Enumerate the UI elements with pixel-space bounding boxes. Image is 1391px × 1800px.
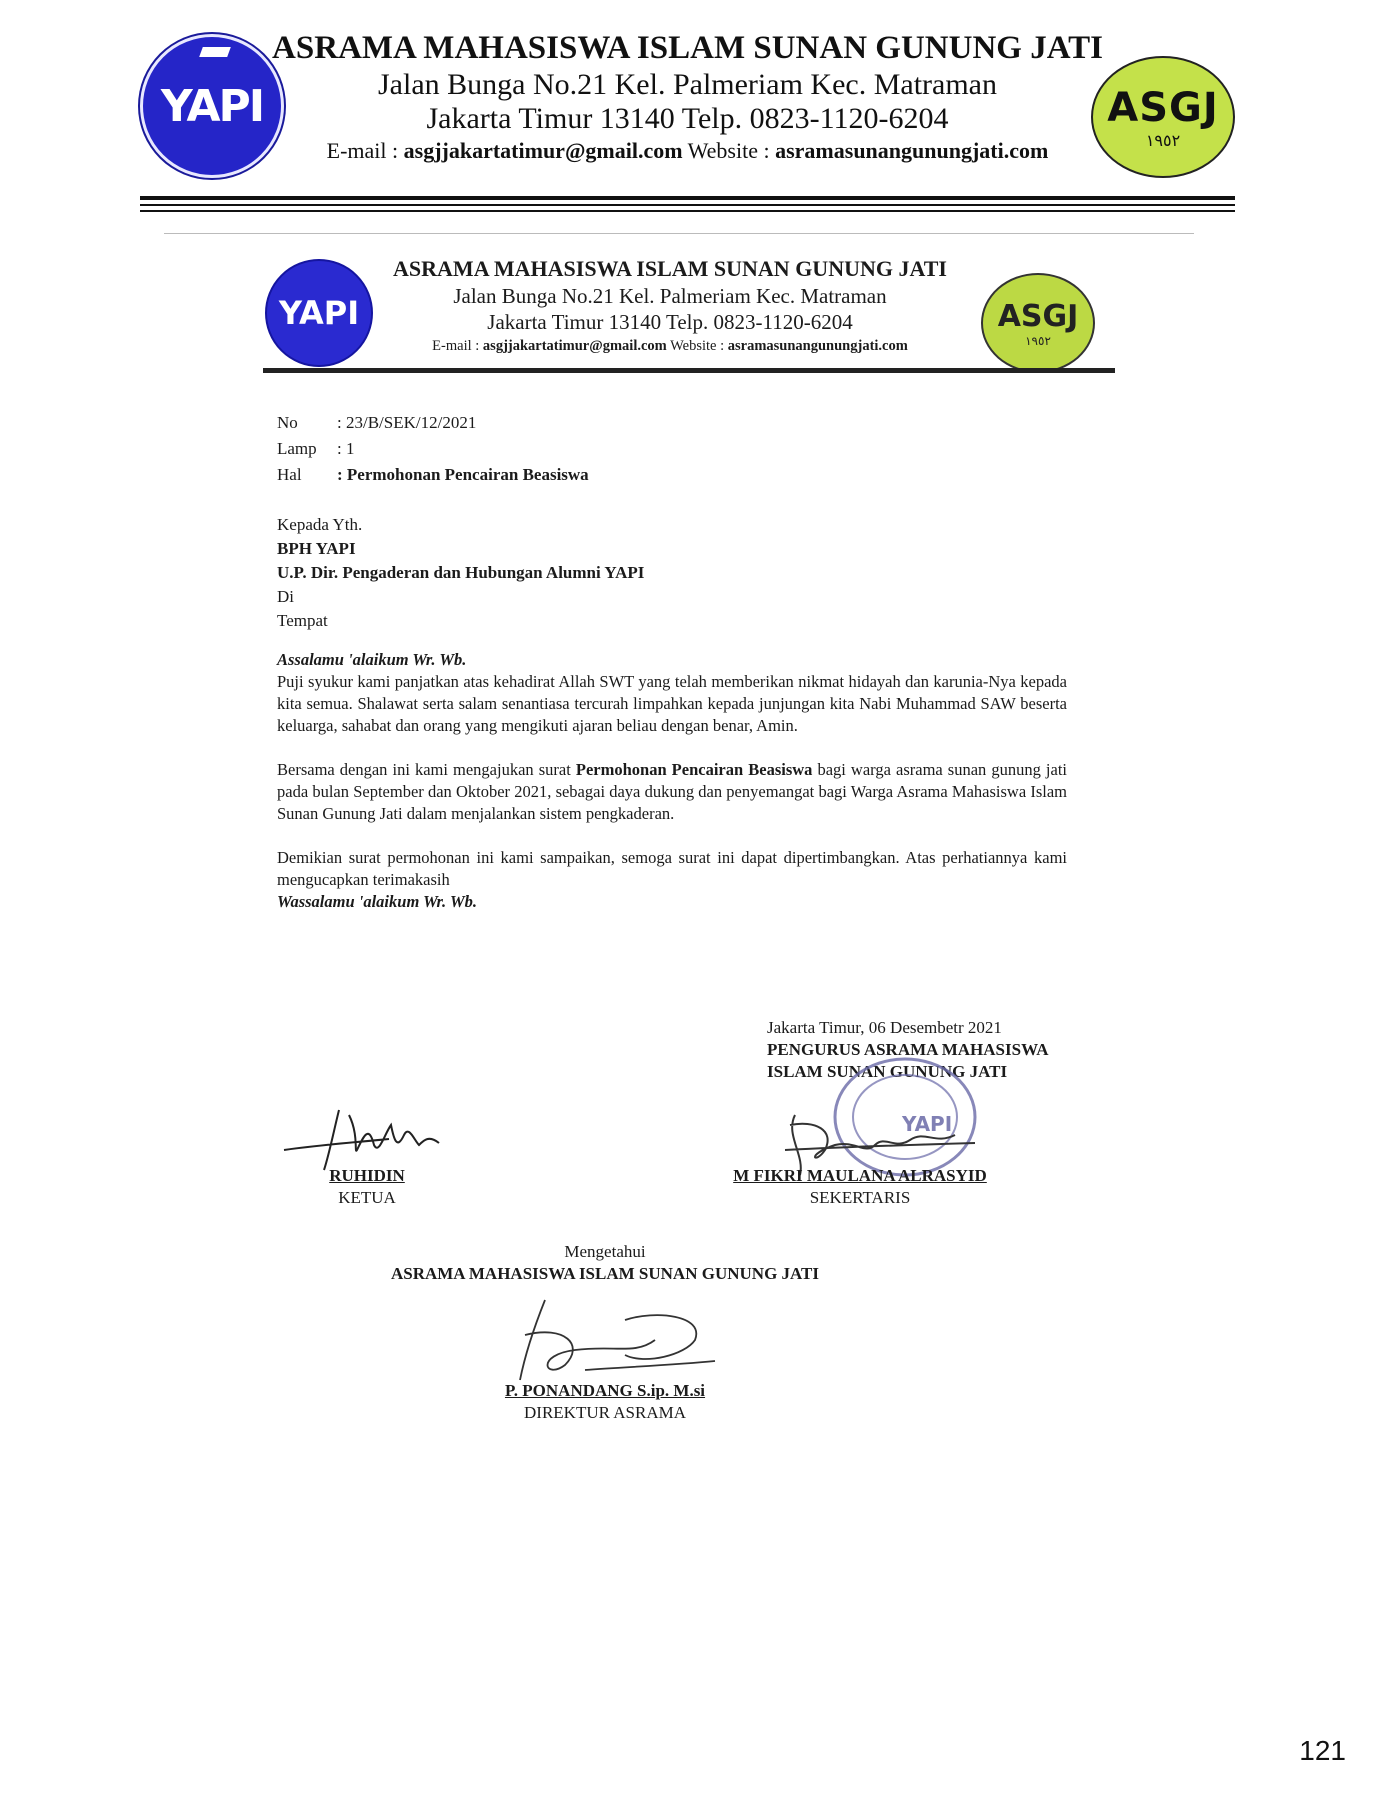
acknowledge-label: Mengetahui [564,1242,646,1261]
signature-ketua [279,1095,519,1175]
org-line-2-text: ISLAM SUNAN GUNUNG JATI [767,1062,1008,1081]
signer-ketua-role: KETUA [338,1188,396,1207]
recipient-block [277,513,644,633]
recipient-attention [277,561,644,585]
recipient-name-text: BPH YAPI [277,539,356,558]
email-address: asgjjakartatimur@gmail.com [482,338,667,354]
meta-hal [277,462,589,488]
paragraph-2-start: Bersama dengan ini kami mengajukan surat [277,760,576,779]
website-label: Website : [666,338,728,354]
email-label: E-mail : [326,138,404,163]
signer-direktur-name [455,1380,755,1402]
letter-header [255,255,1085,385]
email-address: asgjjakartatimur@gmail.com [403,138,683,163]
graduation-cap-icon [199,47,231,57]
acknowledge-org [355,1263,855,1285]
acknowledgement-block [355,1241,855,1285]
scanned-letter [255,255,1135,1485]
signer-sekertaris-name-text: M FIKRI MAULANA ALRASYID [733,1166,987,1185]
website-address: asramasunangunungjati.com [727,338,908,354]
paragraph-1: Puji syukur kami panjatkan atas kehadirat Allah SWT yang telah memberikan nikmat hidayah dan karunia-Nya kepada kita semua. Shalawat serta salam senantiasa tercurah limpahkan kepada junjungan kita Nabi Muhammad SAW beserta keluarga, sahabat dan orang yang mengikuti ajaran beliau dengan benar, Amin. [277,672,1067,735]
letter-meta [277,410,589,488]
acknowledge-org-text: ASRAMA MAHASISWA ISLAM SUNAN GUNUNG JATI [390,1264,820,1283]
meta-no-label: No [277,413,298,432]
signer-ketua [287,1165,447,1209]
letterhead-rule [140,210,1235,212]
yapi-logo [140,34,284,178]
letter-body [277,649,1067,913]
letter-header-title: ASRAMA MAHASISWA ISLAM SUNAN GUNUNG JATI [393,256,947,281]
paragraph-2-end: bagi warga asrama sunan gunung jati pada bulan September dan Oktober 2021, sebagai daya dukung dan penyemangat bagi Warga Asrama Mahasiswa Islam Sunan Gunung Jati dalam menjalankan sistem pengkaderan. [277,760,1067,823]
letter-header-text [355,255,985,357]
letter-header-rule [263,368,1115,373]
signer-sekertaris [695,1165,1025,1209]
email-label: E-mail : [432,338,483,354]
signature-direktur [505,1295,735,1385]
letter-header-contact [355,335,985,357]
asgj-logo-text: ASGJ [997,298,1079,334]
page-number: 121 [1299,1735,1346,1766]
signer-sekertaris-role: SEKERTARIS [809,1188,911,1207]
asgj-logo-year: ١٩٥٢ [1025,333,1051,348]
asgj-logo-year: ١٩٥٢ [1145,130,1181,150]
recipient-attention-text: U.P. Dir. Pengaderan dan Hubungan Alumni YAPI [277,563,645,582]
signer-direktur-name-text: P. PONANDANG S.ip. M.si [504,1381,706,1400]
letterhead-address-1: Jalan Bunga No.21 Kel. Palmeriam Kec. Matraman [378,68,997,101]
recipient-name [277,537,644,561]
meta-no [277,410,589,436]
signer-ketua-name [287,1165,447,1187]
meta-hal-value: : Permohonan Pencairan Beasiswa [337,465,589,484]
recipient-line: Di [277,587,294,606]
letterhead-address-2: Jakarta Timur 13140 Telp. 0823-1120-6204 [426,102,949,135]
letter-header-address-1: Jalan Bunga No.21 Kel. Palmeriam Kec. Matraman [453,284,887,308]
letterhead-rule [140,196,1235,200]
signer-sekertaris-name [695,1165,1025,1187]
letter-header-address-2: Jakarta Timur 13140 Telp. 0823-1120-6204 [487,310,853,334]
letterhead-title: ASRAMA MAHASISWA ISLAM SUNAN GUNUNG JATI [272,30,1103,66]
place-date: Jakarta Timur, 06 Desembetr 2021 [767,1018,1002,1037]
closing: Wassalamu 'alaikum Wr. Wb. [277,892,478,911]
stamp-text: YAPI [902,1112,953,1136]
paragraph-2-emphasis: Permohonan Pencairan Beasiswa [575,760,813,779]
yapi-logo-text: YAPI [278,294,360,332]
greeting: Assalamu 'alaikum Wr. Wb. [277,650,467,669]
website-label: Website : [682,138,776,163]
meta-lamp-value: : 1 [337,439,355,458]
letterhead-contact [270,136,1105,166]
letterhead [140,28,1235,188]
meta-lamp [277,436,589,462]
meta-hal-label: Hal [277,465,302,484]
org-line-1-text: PENGURUS ASRAMA MAHASISWA [767,1040,1049,1059]
recipient-line: Kepada Yth. [277,515,363,534]
letterhead-rule [140,204,1235,206]
recipient-line: Tempat [277,611,328,630]
meta-lamp-label: Lamp [277,439,317,458]
paragraph-3: Demikian surat permohonan ini kami sampaikan, semoga surat ini dapat dipertimbangkan. Atas perhatiannya kami mengucapkan terimakasih [277,848,1067,889]
signer-ketua-name-text: RUHIDIN [329,1166,405,1185]
asgj-logo [981,273,1095,373]
paragraph-2 [277,759,1067,825]
signer-direktur [455,1380,755,1424]
asgj-logo [1091,56,1235,178]
yapi-logo-text: YAPI [160,80,264,132]
asgj-logo-text: ASGJ [1107,84,1219,131]
letterhead-text [270,28,1105,166]
divider [164,233,1194,234]
meta-no-value: : 23/B/SEK/12/2021 [337,413,477,432]
signer-direktur-role: DIREKTUR ASRAMA [524,1403,686,1422]
website-address: asramasunangunungjati.com [775,138,1049,163]
